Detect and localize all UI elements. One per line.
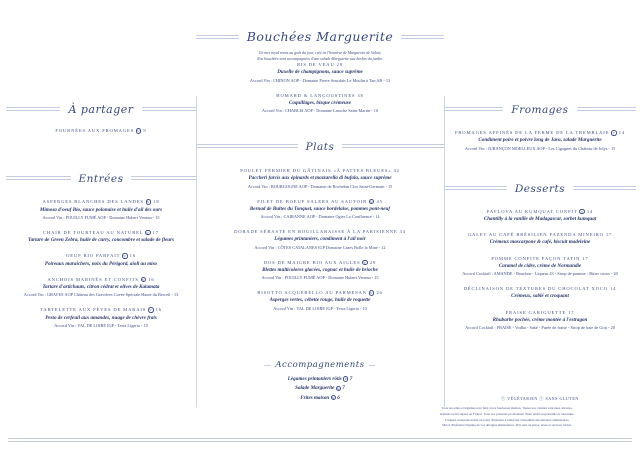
menu-item-price: 18 [153,199,160,205]
menu-item-pairing: Accord Cocktail : FRAISE - Vodka - Saké - Purée de fraise - Sirop de baie de Goji - 20 [465,325,615,331]
menu-item-price: 42 [393,168,400,174]
menu-item-price: 28 [336,62,343,67]
menu-item-name: RIS DE VEAU 28 [297,62,343,67]
menu-item-price: 38 [357,92,364,98]
menu-item-pairing: Accord Vin : BOURGOGNE AOP - Domaine de Rochebin Clos Saint-Germain - 15 [247,183,393,189]
menu-item-name: FILET DE BOEUF SALERS AU SAUTOIR V 45 [257,198,383,204]
section-header-apartager [6,100,196,118]
accompagnements-deco-right: — [368,361,377,369]
menu-item-price: 17 [152,229,159,235]
menu-item-description: Crémeux mascarpone & café, biscuit madeleine [489,239,591,246]
section-title-apartager: À partager [60,103,141,116]
menu-item-pairing: Accord Vin : CHABLIS AOP - Domaine Laroche Saint-Martin - 16 [261,108,379,114]
menu-item-price: 17 [605,232,613,238]
menu-item [6,128,196,134]
section-title-fromages: Fromages [503,104,576,116]
menu-item-price: 45 [376,198,383,204]
accompagnement-label: Légumes printaniers rôtis [287,376,344,382]
menu-item-description: Paccheri farcis aux épinards et mozzarella di bufala, sauce suprême [248,175,392,182]
footer-legend: ⓥ VÉGÉTARIEN ⓥ SANS GLUTEN [501,396,579,401]
menu-item-price: 14 [609,286,617,292]
menu-item [6,277,196,299]
menu-item-pairing: Accord Vin : JURANÇON MOELLEUX AOP - Les Cigognes du Château de Jolys - 15 [464,145,616,151]
banner-subtitle-line2: Nos bouchées sont accompagnées d'une salade Marguerite aux herbes du jardin. [257,57,383,62]
banner-item-list [196,62,444,114]
menu-item-name: ASPERGES BLANCHES DES LANDES V 18 [42,199,160,205]
menu-item-pairing: Accord Vin : CAIRANNE AOP - Domaine Ogier La Confluence - 14 [260,214,380,220]
section-header-entrees [6,169,196,187]
section-header-fromages [444,100,636,118]
accompagnements-title-text: Accompagnements [275,360,365,370]
section-header-plats [196,137,444,155]
plats-item-list [196,168,444,312]
accompagnement-item [196,384,444,393]
vegetarian-badge-icon: V [123,254,127,259]
vegetarian-badge-icon: V [146,200,151,205]
vegetarian-badge-icon: V [137,129,141,134]
menu-item-description: Tartare de Green Zebra, huile de curry, concombre et salade de fleurs [27,237,175,244]
menu-item [196,290,444,312]
menu-item-price: 14 [618,130,626,135]
menu-item-pairing: Accord Vin : POUILLY FUMÉ AOP - Domaine Hubert Veneau - 15 [42,214,160,220]
menu-item-pairing: Accord Vin : CÔTES CATALANES IGP Domaine Cazes Rolle la Mine - 12 [254,244,386,250]
menu-item [196,93,444,115]
menu-item-description: Pesto de cerfeuil aux amandes, nuage de chèvre frais [45,314,157,321]
menu-item-description: Duxelle de champignons, sauce suprême [277,69,363,76]
menu-item-price: 9 [143,128,147,133]
menu-item [196,260,444,282]
menu-item-description: Chantilly à la vanille de Madagascar, sorbet kumquat [483,215,597,222]
menu-item-name: GALET AU CAFÉ BRÉSILIEN FAZENDA MINEIRO 17 [467,232,613,238]
menu-item-description: Blettes multicolores glacées, cognac et huile de brioche [262,266,378,273]
accompagnement-price: 7 [341,385,345,392]
vegetarian-badge-icon: V [141,277,146,282]
apartager-item-list [6,128,196,134]
menu-item [6,230,196,245]
menu-item-name: DOS DE MAIGRE BIO AUX AIGLES V 29 [263,259,377,265]
menu-item-name: DÉCLINAISON DE TEXTURES DU CHOCOLAT XOCO 14 [463,286,617,292]
menu-item [196,62,444,84]
menu-item-price: 29 [369,259,377,265]
accompagnements-section [196,360,444,403]
banner-subtitle-line1: Un met royal remis au goût du jour, crée en l'honneur de Marguerite de Valois. [258,51,382,55]
accompagnements-item-list [196,375,444,403]
desserts-item-list [444,209,636,332]
menu-item-name: TARTELETTE AUX FÈVES DE MARAIS V 16 [40,307,162,313]
footer-note-line: abattues et découpées en France. Tous nos poissons proviennent d'une pêche responsable et raisonnée. [439,411,575,416]
column-middle [196,26,444,321]
entrees-item-list [6,199,196,329]
menu-item [196,168,444,190]
menu-item-name: PAVLOVA AU KUMQUAT CONFIT V 14 [486,208,594,214]
menu-item [444,256,636,278]
menu-item-pairing: Accord Vin : GRAVES AOP Château des Gravières Cuvée Spéciale Haute du Berceil - 13 [23,292,179,298]
menu-item-description: Caramel de cidre, crème de Normandie [498,262,582,269]
accompagnement-label: Frites maison [300,394,331,401]
vegetarian-badge-icon: V [337,386,340,391]
footer-note-line: L'équipe restauration met un point d'honneur à remercier l'ensemble des éleveurs alimentaires. [444,417,570,422]
section-title-plats: Plats [298,141,343,153]
footer-divider-top [8,438,632,439]
menu-item-description: Légumes printaniers, condiment à l'ail noir [274,236,366,243]
accompagnement-item [196,394,444,403]
menu-item-description: Condiment poire et poivre long de Java, salade Marguerite [478,137,602,144]
accompagnement-label: Salade Marguerite [295,385,336,392]
banner-title: Bouchées Marguerite [239,29,402,44]
menu-item [444,310,636,332]
menu-item-price: 16 [129,253,136,259]
footer-divider-bottom [8,441,632,442]
menu-item-name: FROMAGES AFFINÉS DE LA FERME DE LA TREMBLAIE V 14 [454,130,626,136]
menu-item-name: DORADE SÉBASTE EN BOUILLABAISSE À LA PARISIENNE 34 [234,229,406,235]
menu-item [196,229,444,251]
vegetarian-badge-icon: V [146,230,150,235]
menu-item-name: POMME CONFITE FAÇON TATIN 17 [491,255,589,261]
menu-item [444,286,636,301]
menu-item-price: 17 [582,255,589,261]
section-title-entrees: Entrées [71,173,132,185]
vegetarian-badge-icon: V [344,377,347,382]
menu-item-pairing: Accord Vin : CHINON AOP - Domaine Pierre Sourdais Le Moulin à Tan AB - 13 [249,77,391,83]
accompagnements-deco-left: — [263,361,272,369]
vegetarian-badge-icon: V [580,209,584,214]
menu-item-name: FOURNÉES AUX FROMAGES V 9 [55,128,147,134]
column-right [444,100,636,340]
menu-item-pairing: Accord Vin : VAL DE LOIRE IGP - Terra Ligeria - 10 [273,305,367,311]
fromages-item-list [444,130,636,152]
menu-item-name: CHAIR DE TOURTEAU AU NATUREL V 17 [43,229,159,235]
menu-item-description: Coquillages, bisque crémeuse [288,99,352,106]
menu-item-description: Crémeux, sablé et croquant [511,293,569,300]
menu-item-description: Bernad de Bultes du Tonquet, sauce bordelaise, pommes pont-neuf [249,205,391,212]
menu-item-price: 16 [148,276,155,282]
menu-item-name: RISOTTO ACQUERELLO AU PARMESAN V 26 [257,290,383,296]
footer-note-line: Merci d'informer l'équipe de vos allergies alimentaires. Prix nets en euros, taxes et services inclus. [442,423,572,428]
vegetarian-badge-icon: V [370,199,374,204]
section-header-desserts [444,179,636,197]
menu-item-price: 17 [568,309,575,315]
vegetarian-badge-icon: V [369,291,374,296]
vegetarian-badge-icon: V [332,395,335,400]
menu-item-description: Tartare d'artichauts, citron cédrat et olives de Kalamata [42,284,160,291]
menu-item [6,307,196,329]
menu-item-description: Asperges vertes, cébette rouge, huile de roquette [269,297,371,304]
menu-item [444,130,636,152]
menu-item-name: ANCHOIS MARINÉS ET CONFITS V 16 [47,276,155,282]
vegetarian-badge-icon: V [149,308,153,313]
menu-item-description: Poireaux maraîchers, noix du Périgord, aïoli au miso [44,260,158,267]
accompagnement-price: 7 [348,376,353,382]
menu-item [6,199,196,221]
menu-item-price: 34 [399,229,406,235]
menu-item-name: OEUF BIO PARFAIT V 16 [66,253,136,259]
section-title-accompagnements [196,360,444,370]
menu-item-pairing: Accord Vin : POUILLY FUMÉ AOP - Domaine Hubert Veneau - 15 [261,275,379,281]
menu-item [444,209,636,224]
footer-note [376,406,638,429]
menu-item [6,253,196,268]
menu-item-price: 26 [376,290,383,296]
menu-item-name: HOMARD & LANGOUSTINES 38 [276,92,364,98]
menu-item [444,232,636,247]
vegetarian-badge-icon: V [612,131,616,136]
menu-item-pairing: Accord Vin : VAL DE LOIRE IGP - Terra Ligeria - 10 [54,322,148,328]
menu-item-description: Mimosa d'oeuf Bio, sauce polonaise et huile d'ail des ours [39,206,163,213]
menu-item-name: FRAISE GARIGUETTE 17 [505,309,575,315]
accompagnement-price: 6 [335,394,340,401]
menu-item-pairing: Accord Cocktail : AMANDE - Bourbon - Liqueur 43 - Sirop de pomme - Bitter cacao - 20 [462,271,618,277]
menu-item [196,199,444,221]
menu-item-name: POULET FERMIER DU GÂTINAIS «À PATTES BLEUES» 42 [240,168,400,174]
menu-item-price: 16 [155,307,162,313]
section-title-desserts: Desserts [507,183,573,195]
column-left [6,100,196,338]
menu-item-price: 14 [586,208,594,214]
footer-note-line: Tous nos plats et légumes sont faits à nos fourneaux maison. Toutes nos viandes sont nées, élevées, [441,406,573,410]
vegetarian-badge-icon: V [363,260,367,265]
menu-item-description: Rhubarbe pochée, crème montée à l'estragon [492,316,588,323]
accompagnement-item [196,375,444,384]
